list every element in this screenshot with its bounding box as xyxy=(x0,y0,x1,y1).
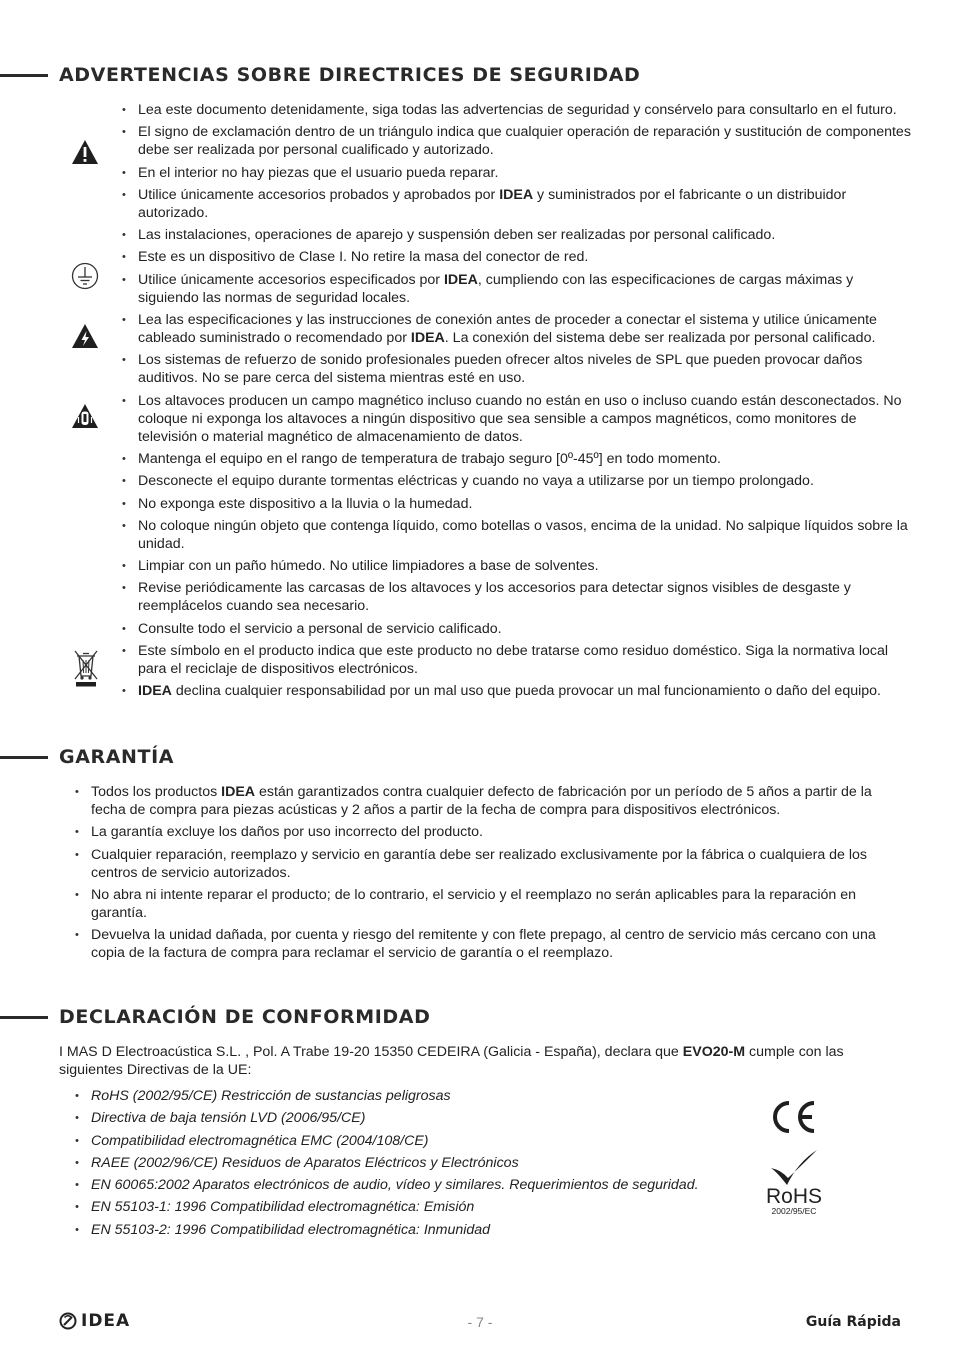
page-number: - 7 - xyxy=(467,1314,493,1330)
list-item: • Consulte todo el servicio a personal de servicio calificado. xyxy=(122,620,912,638)
list-item: • En el interior no hay piezas que el usuario pueda reparar. xyxy=(122,164,912,182)
list-item: • No abra ni intente reparar el producto; de lo contrario, el servicio y el reemplazo no serán aplicables para la reparación en garantía. xyxy=(75,886,905,922)
list-item: • La garantía excluye los daños por uso incorrecto del producto. xyxy=(75,823,905,841)
ce-mark-icon xyxy=(767,1098,819,1136)
list-item: • Devuelva la unidad dañada, por cuenta y riesgo del remitente y con flete prepago, al centro de servicio más cercano con una copia de la factura de compra para reclamar el servicio de garantía o el reemplazo. xyxy=(75,926,905,962)
weee-bin-icon xyxy=(72,648,100,688)
list-item: • Las instalaciones, operaciones de aparejo y suspensión deben ser realizadas por personal calificado. xyxy=(122,226,912,244)
safety-list xyxy=(122,101,912,705)
section-title-safety: ADVERTENCIAS SOBRE DIRECTRICES DE SEGURIDAD xyxy=(59,64,641,86)
section-rule-conformity xyxy=(0,1016,48,1019)
electric-shock-icon xyxy=(71,323,99,349)
list-item: • Este símbolo en el producto indica que este producto no debe tratarse como residuo doméstico. Siga la normativa local para el reciclaje de dispositivos electrónicos. xyxy=(122,642,912,678)
rohs-check-icon xyxy=(765,1148,823,1188)
magnetic-field-icon xyxy=(71,403,99,429)
list-item: • Desconecte el equipo durante tormentas eléctricas y cuando no vaya a utilizarse por un tiempo prolongado. xyxy=(122,472,912,490)
section-title-conformity: DECLARACIÓN DE CONFORMIDAD xyxy=(59,1006,431,1028)
list-item: • Los sistemas de refuerzo de sonido profesionales pueden ofrecer altos niveles de SPL que pueden provocar daños auditivos. No se pare cerca del sistema mientras esté en uso. xyxy=(122,351,912,387)
ground-symbol-icon xyxy=(71,262,99,290)
list-item: • EN 60065:2002 Aparatos electrónicos de audio, vídeo y similares. Requerimientos de seguridad. xyxy=(75,1176,725,1194)
list-item: • Mantenga el equipo en el rango de temperatura de trabajo seguro [0º-45º] en todo momento. xyxy=(122,450,912,468)
list-item: • Compatibilidad electromagnética EMC (2004/108/CE) xyxy=(75,1132,725,1150)
list-item: • Limpiar con un paño húmedo. No utilice limpiadores a base de solventes. xyxy=(122,557,912,575)
list-item: • Cualquier reparación, reemplazo y servicio en garantía debe ser realizado exclusivamente por la fábrica o cualquiera de los centros de servicio autorizados. xyxy=(75,846,905,882)
list-item: • El signo de exclamación dentro de un triángulo indica que cualquier operación de reparación y sustitución de componentes debe ser realizada por personal cualificado y autorizado. xyxy=(122,123,912,159)
warning-triangle-icon xyxy=(71,139,99,165)
list-item: • IDEA declina cualquier responsabilidad por un mal uso que pueda provocar un mal funcionamiento o daño del equipo. xyxy=(122,682,912,700)
footer-brand: IDEA xyxy=(81,1311,131,1331)
list-item: • RoHS (2002/95/CE) Restricción de sustancias peligrosas xyxy=(75,1087,725,1105)
list-item: • Lea este documento detenidamente, siga todas las advertencias de seguridad y consérvelo para consultarlo en el futuro. xyxy=(122,101,912,119)
section-rule-safety xyxy=(0,74,48,77)
warranty-list xyxy=(75,783,905,966)
list-item: • Los altavoces producen un campo magnético incluso cuando no están en uso o incluso cuando están desconectados. No coloque ni exponga los altavoces a ningún dispositivo que sea sensible a campos magnéticos, como monitores de televisión o material magnético de almacenamiento de datos. xyxy=(122,392,912,446)
list-item: • RAEE (2002/96/CE) Residuos de Aparatos Eléctricos y Electrónicos xyxy=(75,1154,725,1172)
list-item: • Lea las especificaciones y las instrucciones de conexión antes de proceder a conectar el sistema y utilice únicamente cableado suministrado o recomendado por IDEA. La conexión del sistema debe ser realizada por personal calificado. xyxy=(122,311,912,347)
conformity-intro: I MAS D Electroacústica S.L. , Pol. A Trabe 19-20 15350 CEDEIRA (Galicia - España), declara que EVO20-M cumple con las siguientes Directivas de la UE: xyxy=(59,1044,844,1078)
guide-label: Guía Rápida xyxy=(805,1314,901,1330)
list-item: • Este es un dispositivo de Clase I. No retire la masa del conector de red. xyxy=(122,248,912,266)
list-item: • Revise periódicamente las carcasas de los altavoces y los accesorios para detectar signos visibles de desgaste y reemplácelos cuando sea necesario. xyxy=(122,579,912,615)
rohs-label: RoHS xyxy=(765,1185,823,1208)
rohs-code: 2002/95/EC xyxy=(771,1206,817,1216)
list-item: • No coloque ningún objeto que contenga líquido, como botellas o vasos, encima de la unidad. No salpique líquidos sobre la unidad. xyxy=(122,517,912,553)
list-item: • Utilice únicamente accesorios especificados por IDEA, cumpliendo con las especificaciones de cargas máximas y siguiendo las normas de seguridad locales. xyxy=(122,271,912,307)
list-item: • EN 55103-2: 1996 Compatibilidad electromagnética: Inmunidad xyxy=(75,1221,725,1239)
section-title-warranty: GARANTÍA xyxy=(59,746,175,768)
list-item: • No exponga este dispositivo a la lluvia o la humedad. xyxy=(122,495,912,513)
directives-list xyxy=(75,1087,725,1243)
list-item: • EN 55103-1: 1996 Compatibilidad electromagnética: Emisión xyxy=(75,1198,725,1216)
rohs-mark xyxy=(765,1148,823,1216)
list-item: • Directiva de baja tensión LVD (2006/95/CE) xyxy=(75,1109,725,1127)
section-rule-warranty xyxy=(0,756,48,759)
list-item: • Utilice únicamente accesorios probados y aprobados por IDEA y suministrados por el fabricante o un distribuidor autorizado. xyxy=(122,186,912,222)
list-item: • Todos los productos IDEA están garantizados contra cualquier defecto de fabricación por un período de 5 años a partir de la fecha de compra para piezas acústicas y 2 años a partir de la fecha de compra para dispositivos electrónicos. xyxy=(75,783,905,819)
